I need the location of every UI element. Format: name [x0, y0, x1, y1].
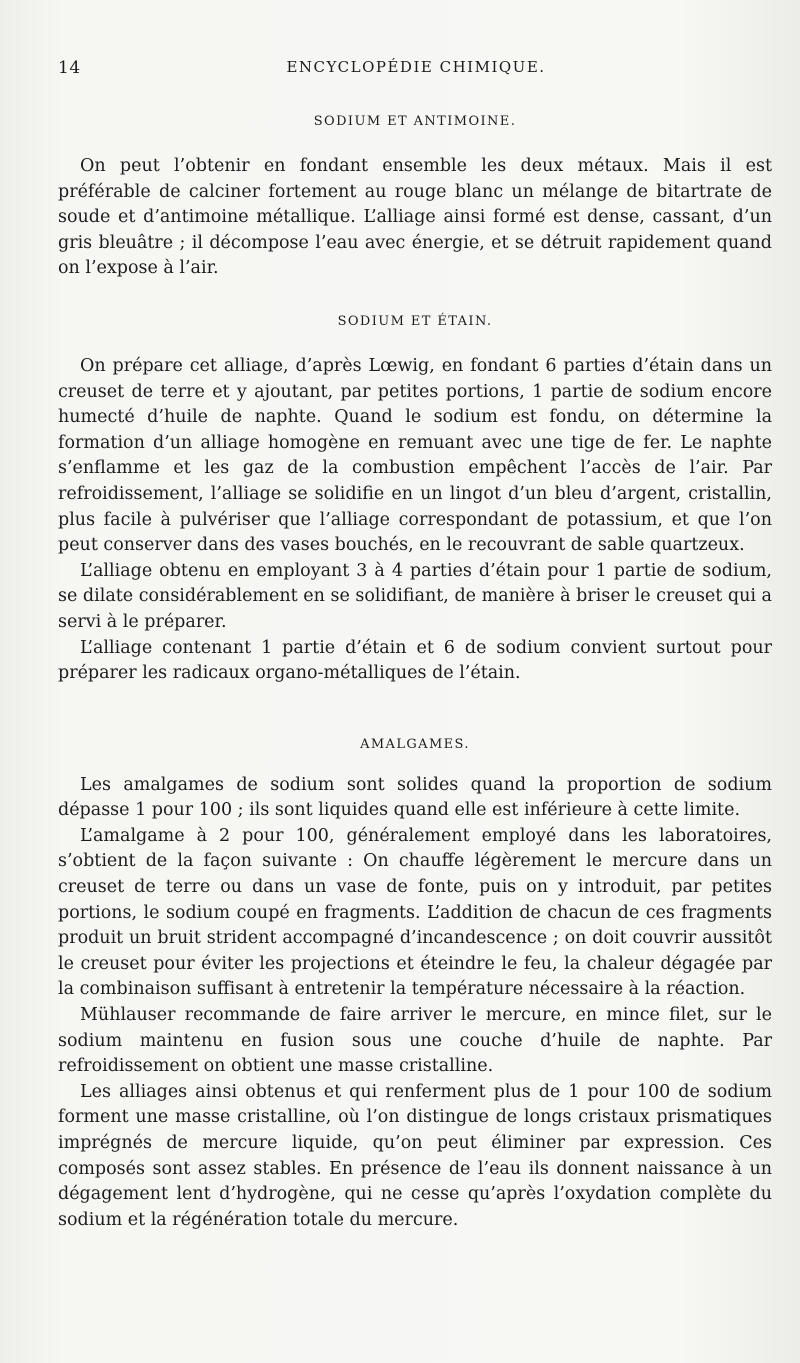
paragraph: Les amalgames de sodium sont solides quand la proportion de sodium dépasse 1 pour 100 ; ils sont liquides quand elle est inférieure à cette limite.	[58, 774, 772, 821]
running-title: ENCYCLOPÉDIE CHIMIQUE.	[286, 58, 546, 76]
paragraph: Les alliages ainsi obtenus et qui renferment plus de 1 pour 100 de sodium forment une masse cristalline, où l’on distingue de longs cristaux prismatiques imprégnés de mercure liquide, qu’on peut éliminer par expression. Ces composés sont assez stables. En présence de l’eau ils donnent naissance à un dégagement lent d’hydrogène, qui ne cesse qu’après l’oxydation complète du sodium et la régénération totale du mercure.	[58, 1081, 772, 1230]
paragraph: On prépare cet alliage, d’après Lœwig, en fondant 6 parties d’étain dans un creuset de terre et y ajoutant, par petites portions, 1 partie de sodium encore humecté d’huile de naphte. Quand le sodium est fondu, on détermine la formation d’un alliage homogène en remuant avec une tige de fer. Le naphte s’enflamme et les gaz de la combustion empêchent l’accès de l’air. Par refroidissement, l’alliage se solidifie en un lingot d’un bleu d’argent, cristallin, plus facile à pulvériser que l’alliage correspondant de potassium, et que l’on peut conserver dans des vases bouchés, en le recouvrant de sable quartzeux.	[58, 355, 772, 556]
paragraph: On peut l’obtenir en fondant ensemble les deux métaux. Mais il est préférable de calciner fortement au rouge blanc un mélange de bitartrate de soude et d’antimoine métallique. L’alliage ainsi formé est dense, cassant, d’un gris bleuâtre ; il décompose l’eau avec énergie, et se détruit rapidement quand on l’expose à l’air.	[58, 156, 772, 279]
section-title-amalgames: AMALGAMES.	[360, 736, 470, 752]
paragraph: L’alliage obtenu en employant 3 à 4 parties d’étain pour 1 partie de sodium, se dilate considérablement en se solidifiant, de manière à briser le creuset qui a servi à le préparer.	[58, 560, 772, 632]
section-title-sodium-antimoine: SODIUM ET ANTIMOINE.	[313, 114, 517, 129]
page-content	[58, 112, 772, 1233]
page-number: 14	[58, 58, 81, 78]
paragraph: L’amalgame à 2 pour 100, généralement employé dans les laboratoires, s’obtient de la façon suivante : On chauffe légèrement le mercure dans un creuset de terre ou dans un vase de fonte, puis on y introduit, par petites portions, le sodium coupé en fragments. L’addition de chacun de ces fragments produit un bruit strident accompagné d’incandescence ; on doit couvrir aussitôt le creuset pour éviter les projections et éteindre le feu, la chaleur dégagée par la combinaison suffisant à entretenir la température nécessaire à la réaction.	[58, 825, 772, 1000]
page-header	[58, 58, 774, 84]
section-title-sodium-etain: SODIUM ET ÉTAIN.	[337, 313, 493, 329]
paragraph: Mühlauser recommande de faire arriver le mercure, en mince filet, sur le sodium maintenu en fusion sous une couche d’huile de naphte. Par refroidissement on obtient une masse cristalline.	[58, 1005, 772, 1077]
paragraph: L’alliage contenant 1 partie d’étain et 6 de sodium convient surtout pour préparer les radicaux organo-métalliques de l’étain.	[58, 637, 772, 684]
